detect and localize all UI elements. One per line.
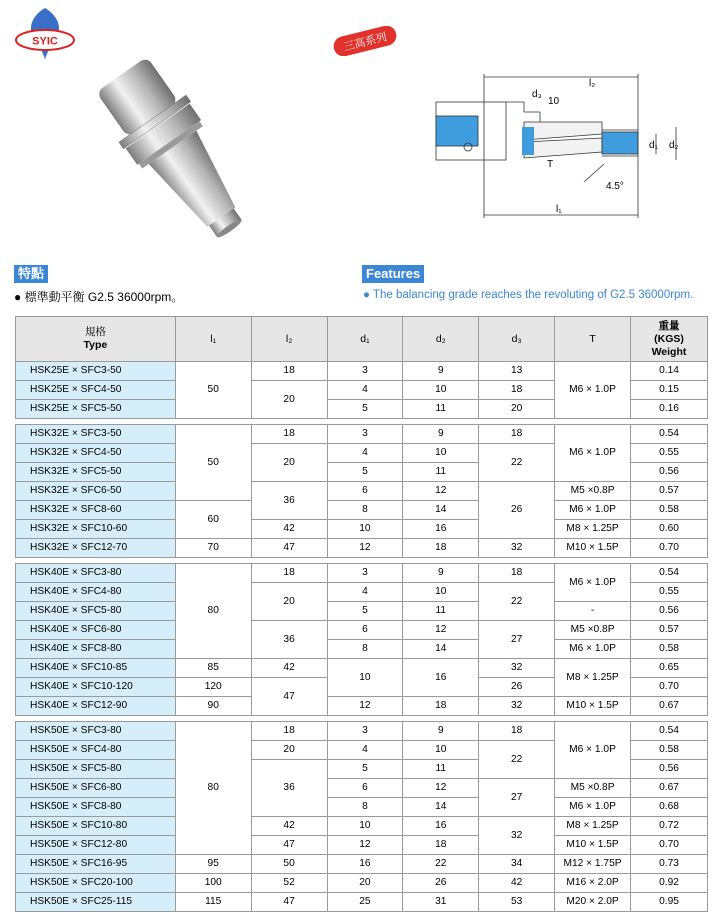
table-row: HSK32E × SFC3-50 50 18 3 9 18 M6 × 1.0P 0.54 <box>16 425 708 444</box>
table-row: HSK50E × SFC25-115 115 47 25 31 53 M20 × 2.0P 0.95 <box>16 893 708 912</box>
logo-text: SYIC <box>32 35 58 48</box>
table-row: HSK50E × SFC4-80 20 4 10 22 0.58 <box>16 741 708 760</box>
label-d2: d₂ <box>669 140 679 151</box>
table-row: HSK32E × SFC12-70 70 47 12 18 32 M10 × 1.5P 0.70 <box>16 539 708 558</box>
table-row: HSK40E × SFC5-80 5 11 - 0.56 <box>16 602 708 621</box>
header-d1: d₁ <box>327 317 403 362</box>
header-d3: d₃ <box>479 317 555 362</box>
table-row: HSK25E × SFC3-50 50 18 3 9 13 M6 × 1.0P 0.14 <box>16 362 708 381</box>
table-row: HSK32E × SFC10-60 42 10 16 M8 × 1.25P 0.60 <box>16 520 708 539</box>
table-row: HSK40E × SFC6-80 36 6 12 27 M5 ×0.8P 0.57 <box>16 621 708 640</box>
table-row: HSK32E × SFC4-50 20 4 10 22 0.55 <box>16 444 708 463</box>
header-type: 規格 Type <box>16 317 176 362</box>
table-row: HSK50E × SFC8-80 8 14 M6 × 1.0P 0.68 <box>16 798 708 817</box>
table-row: HSK50E × SFC3-80 80 18 3 9 18 M6 × 1.0P 0.54 <box>16 722 708 741</box>
dimension-diagram <box>424 72 714 222</box>
label-T: T <box>547 159 554 170</box>
header-weight: 重量 (KGS) Weight <box>630 317 707 362</box>
table-row: HSK40E × SFC8-80 8 14 M6 × 1.0P 0.58 <box>16 640 708 659</box>
label-d3: d₃ <box>532 89 542 100</box>
features-text-en: ● The balancing grade reaches the revoluting of G2.5 36000rpm. <box>363 289 694 301</box>
tool-holder-photo <box>82 42 292 252</box>
table-row: HSK25E × SFC4-50 20 4 10 18 0.15 <box>16 381 708 400</box>
header-l2: l₂ <box>251 317 327 362</box>
table-row: HSK25E × SFC5-50 5 11 20 0.16 <box>16 400 708 419</box>
label-10: 10 <box>548 96 560 107</box>
spec-table <box>15 316 708 912</box>
header-l1: l₁ <box>175 317 251 362</box>
table-row: HSK32E × SFC6-50 36 6 12 26 M5 ×0.8P 0.57 <box>16 482 708 501</box>
table-row: HSK50E × SFC5-80 36 5 11 0.56 <box>16 760 708 779</box>
features-text-zh: ● 標準動平衡 G2.5 36000rpm。 <box>14 290 184 304</box>
table-row: HSK32E × SFC8-60 60 8 14 M6 × 1.0P 0.58 <box>16 501 708 520</box>
table-row: HSK40E × SFC12-90 90 12 18 32 M10 × 1.5P 0.67 <box>16 697 708 716</box>
table-row: HSK40E × SFC3-80 80 18 3 9 18 M6 × 1.0P 0.54 <box>16 564 708 583</box>
table-row: HSK32E × SFC5-50 5 11 0.56 <box>16 463 708 482</box>
series-stamp <box>329 26 401 56</box>
header-d2: d₂ <box>403 317 479 362</box>
stamp-text: 三高系列 <box>342 30 389 54</box>
table-row: HSK50E × SFC6-80 6 12 27 M5 ×0.8P 0.67 <box>16 779 708 798</box>
table-row: HSK40E × SFC10-85 85 42 10 16 32 M8 × 1.25P 0.65 <box>16 659 708 678</box>
table-row: HSK50E × SFC16-95 95 50 16 22 34 M12 × 1.75P 0.73 <box>16 855 708 874</box>
features-title-zh: 特點 <box>14 265 48 283</box>
table-header-row <box>16 317 708 362</box>
features-title-en: Features <box>362 265 424 283</box>
table-row: HSK50E × SFC20-100 100 52 20 26 42 M16 × 2.0P 0.92 <box>16 874 708 893</box>
table-row: HSK40E × SFC4-80 20 4 10 22 0.55 <box>16 583 708 602</box>
label-l1: l₁ <box>556 204 562 215</box>
syic-logo <box>14 6 76 62</box>
label-l2: l₂ <box>589 78 596 89</box>
label-d1: d₁ <box>649 140 658 151</box>
header-T: T <box>555 317 631 362</box>
table-row: HSK40E × SFC10-120 120 47 26 0.70 <box>16 678 708 697</box>
table-row: HSK50E × SFC10-80 42 10 16 32 M8 × 1.25P 0.72 <box>16 817 708 836</box>
label-angle: 4.5° <box>606 181 624 192</box>
table-row: HSK50E × SFC12-80 47 12 18 M10 × 1.5P 0.70 <box>16 836 708 855</box>
